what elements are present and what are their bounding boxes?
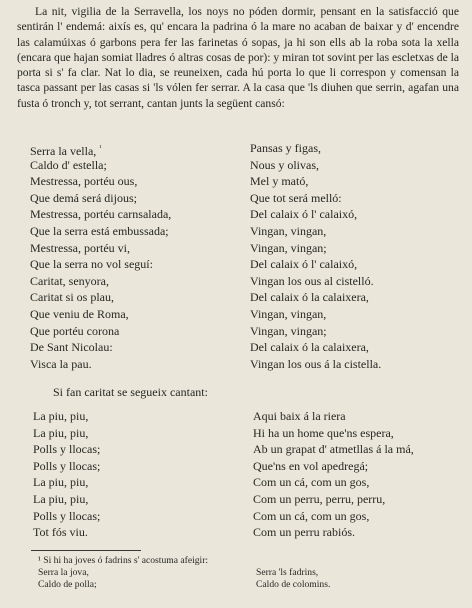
song-verses-2 <box>33 408 463 541</box>
verse-row <box>30 223 460 240</box>
verse-row <box>30 323 460 340</box>
verse-left: Tot fós viu. <box>33 525 88 540</box>
verse-right: Ab un grapat d' atmetllas á la má, <box>253 442 414 457</box>
verse-left: La piu, piu, <box>33 491 89 506</box>
verse-row <box>30 190 460 207</box>
verse-left: Que veniu de Roma, <box>30 306 129 321</box>
verse-left: La piu, piu, <box>33 475 89 490</box>
footnote-intro: ¹ Si hi ha joves ó fadrins s' acostuma afeigir: <box>38 555 209 566</box>
verse-left: Que portéu corona <box>30 323 120 338</box>
verse-left: Caritat, senyora, <box>30 273 109 288</box>
verse-left: Que la serra está embussada; <box>30 223 169 238</box>
verse-left: Mestressa, portéu vi, <box>30 240 130 255</box>
verse-row <box>33 458 463 475</box>
verse-row <box>30 240 460 257</box>
footnote-row <box>38 567 458 579</box>
verse-right: Vingan los ous al cistelló. <box>250 273 374 288</box>
verse-right: Com un perru rabiós. <box>253 525 355 540</box>
verse-row <box>33 474 463 491</box>
footnote-left: Caldo de polla; <box>38 579 97 590</box>
verse-left: De Sant Nicolau: <box>30 340 113 355</box>
verse-row <box>33 508 463 525</box>
footnote <box>38 555 458 591</box>
verse-right: Nous y olivas, <box>250 157 319 172</box>
verse-left: Serra la vella, <box>30 144 97 158</box>
song-verses <box>30 140 460 372</box>
verse-row <box>30 273 460 290</box>
verse-left: Mestressa, portéu ous, <box>30 174 138 189</box>
verse-right: Pansas y figas, <box>250 141 321 155</box>
verse-left: Que demá será dijous; <box>30 190 137 205</box>
verse-right: Com un cá, com un gos, <box>253 475 370 490</box>
verse-row <box>33 491 463 508</box>
verse-right: Mel y mató, <box>250 174 309 189</box>
verse-row <box>33 425 463 442</box>
verse-row <box>30 289 460 306</box>
verse-right: Com un perru, perru, perru, <box>253 491 386 506</box>
verse-left: La piu, piu, <box>33 409 89 423</box>
footnote-right: Serra 'ls fadrins, <box>256 567 319 578</box>
verse-left: Polls y llocas; <box>33 508 101 523</box>
verse-right: Vingan, vingan; <box>250 323 327 338</box>
prose-paragraph: La nit, vigilia de la Serravella, los noys no póden dormir, pensant en la satisfacció que sentirán l' endemá: aixís es, qu' encara la padrina ó la mare no acaban de baixar y d' encendre las calamúixas ó garbons pera fer las farinetas ó sopas, ja hi son ells ab la roba sota la xella (encara que hajan somiat lladres ó altras cosas de por): y miran tot sovint per las escletxas de la porta si s' fa clar. Nat lo dia, se reuneixen, cada hú porta lo que li correspon y comensan la tasca passant per las casas si 'ls vólen fer serrar. A la casa que 'ls diuhen que serrin, agafan una fusta ó tronch y, tot serrant, cantan junts la següent cansó: <box>17 5 459 110</box>
footnote-right: Caldo de colomins. <box>256 579 331 590</box>
section-intro: Si fan caritat se segueix cantant: <box>53 385 208 399</box>
verse-left: La piu, piu, <box>33 425 89 440</box>
verse-row <box>30 339 460 356</box>
verse-left: Que la serra no vol seguí: <box>30 257 153 272</box>
verse-left: Caritat si os plau, <box>30 290 114 305</box>
verse-right: Vingan, vingan, <box>250 223 327 238</box>
footnote-marker: ¹ <box>99 144 102 152</box>
prose-section <box>17 4 459 111</box>
verse-row <box>30 206 460 223</box>
verse-row <box>30 256 460 273</box>
verse-left: Polls y llocas; <box>33 458 101 473</box>
footnote-left: Serra la jova, <box>38 567 89 578</box>
footnote-divider <box>31 550 141 551</box>
verse-row <box>30 356 460 373</box>
verse-left: Visca la pau. <box>30 356 92 371</box>
footnote-row <box>38 579 458 591</box>
verse-right: Vingan los ous á la cistella. <box>250 356 382 371</box>
verse-left: Polls y llocas; <box>33 442 101 457</box>
verse-right: Aqui baix á la riera <box>253 409 346 423</box>
verse-right: Hi ha un home que'ns espera, <box>253 425 394 440</box>
verse-right: Del calaix ó la calaixera, <box>250 340 369 355</box>
verse-left: Mestressa, portéu carnsalada, <box>30 207 172 222</box>
verse-right: Del calaix ó l' calaixó, <box>250 257 358 272</box>
verse-row <box>30 140 460 157</box>
verse-row <box>33 524 463 541</box>
verse-right: Vingan, vingan; <box>250 240 327 255</box>
verse-row <box>30 306 460 323</box>
verse-right: Com un cá, com un gos, <box>253 508 370 523</box>
verse-row <box>33 441 463 458</box>
verse-right: Que tot será melló: <box>250 190 342 205</box>
verse-right: Que'ns en vol apedregá; <box>253 458 369 473</box>
verse-row <box>30 157 460 174</box>
verse-right: Del calaix ó la calaixera, <box>250 290 369 305</box>
verse-left: Caldo d' estella; <box>30 157 107 172</box>
verse-row <box>33 408 463 425</box>
verse-right: Vingan, vingan, <box>250 306 327 321</box>
verse-row <box>30 173 460 190</box>
verse-right: Del calaix ó l' calaixó, <box>250 207 358 222</box>
